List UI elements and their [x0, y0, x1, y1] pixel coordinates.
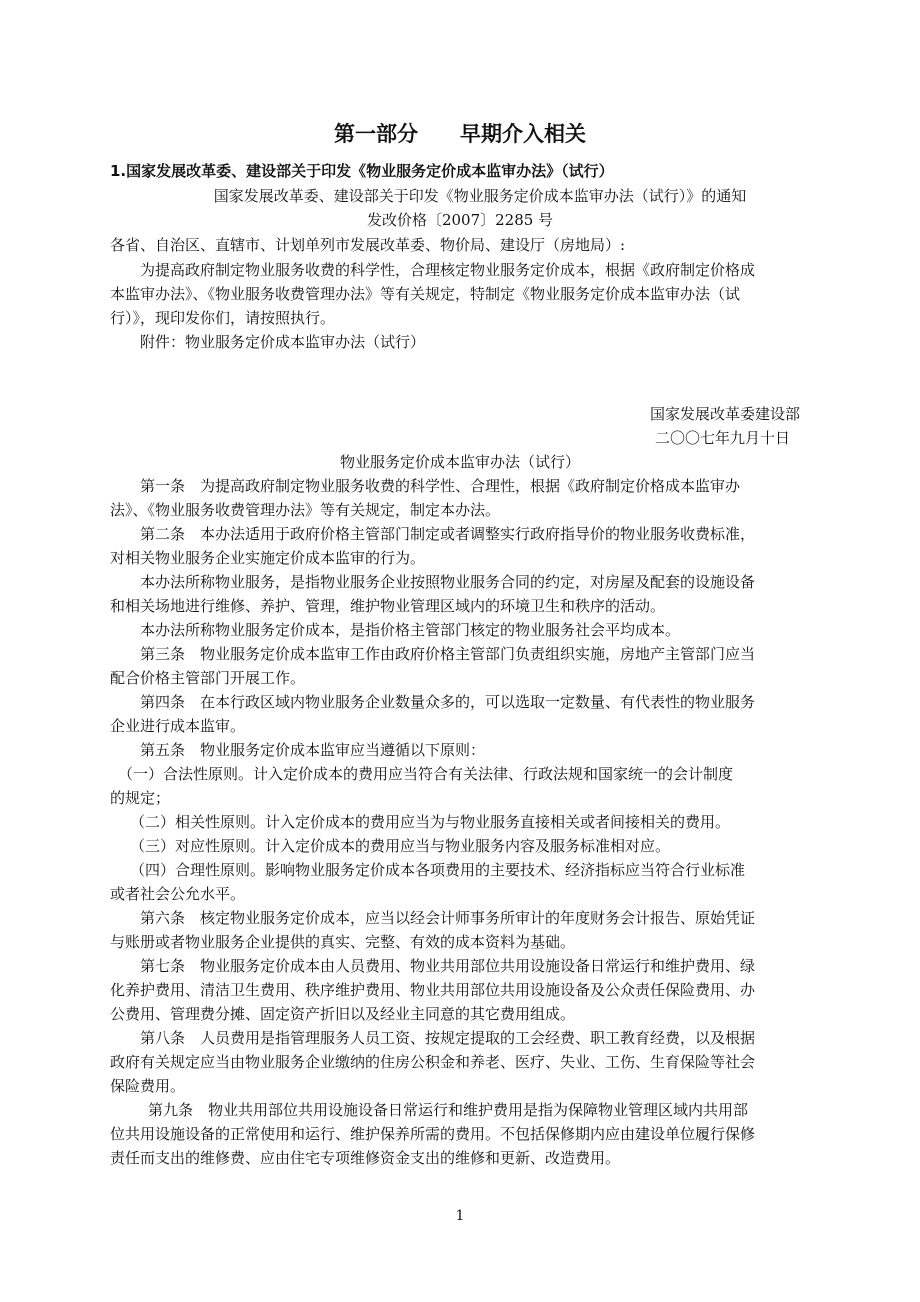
text-line: 与账册或者物业服务企业提供的真实、完整、有效的成本资料为基础。 — [110, 933, 576, 951]
text-line: 化养护费用、清洁卫生费用、秩序维护费用、物业共用部位共用设施设备及公众责任保险费用、办 — [110, 981, 756, 999]
text-line: （一）合法性原则。计入定价成本的费用应当符合有关法律、行政法规和国家统一的会计制度 — [118, 765, 734, 783]
text-line: 法》、《物业服务收费管理办法》等有关规定，制定本办法。 — [110, 501, 501, 519]
text-line: 政府有关规定应当由物业服务企业缴纳的住房公积金和养老、医疗、失业、工伤、生育保险等社会 — [110, 1053, 756, 1071]
text-line: 第九条 物业共用部位共用设施设备日常运行和维护费用是指为保障物业管理区域内共用部 — [148, 1101, 749, 1119]
part-title: 第一部分 早期介入相关 — [334, 122, 586, 146]
text-line: 公费用、管理费分摊、固定资产折旧以及经业主同意的其它费用组成。 — [110, 1005, 576, 1023]
measures-title: 物业服务定价成本监审办法（试行） — [339, 453, 580, 471]
text-line: 保险费用。 — [110, 1077, 186, 1095]
intro-line: 为提高政府制定物业服务收费的科学性，合理核定物业服务定价成本，根据《政府制定价格成 — [140, 261, 756, 279]
text-line: 第八条 人员费用是指管理服务人员工资、按规定提取的工会经费、职工教育经费，以及根据 — [140, 1029, 756, 1047]
text-line: 本办法所称物业服务定价成本，是指价格主管部门核定的物业服务社会平均成本。 — [140, 621, 681, 639]
text-line: 或者社会公允水平。 — [110, 885, 246, 903]
text-line: 第五条 物业服务定价成本监审应当遵循以下原则： — [140, 741, 486, 759]
document-number: 发改价格〔2007〕2285 号 — [366, 211, 554, 229]
text-line: 第二条 本办法适用于政府价格主管部门制定或者调整实行政府指导价的物业服务收费标准， — [140, 525, 756, 543]
intro-line: 行）》，现印发你们，请按照执行。 — [110, 309, 336, 327]
text-line: 和相关场地进行维修、养护、管理，维护物业管理区域内的环境卫生和秩序的活动。 — [110, 597, 666, 615]
text-line: 第一条 为提高政府制定物业服务收费的科学性、合理性，根据《政府制定价格成本监审办 — [140, 477, 741, 495]
text-line: 第七条 物业服务定价成本由人员费用、物业共用部位共用设施设备日常运行和维护费用、绿 — [140, 957, 756, 975]
text-line: （三）对应性原则。计入定价成本的费用应当与物业服务内容及服务标准相对应。 — [130, 837, 671, 855]
text-line: 对相关物业服务企业实施定价成本监审的行为。 — [110, 549, 426, 567]
notice-title: 国家发展改革委、建设部关于印发《物业服务定价成本监审办法（试行）》的通知 — [213, 187, 747, 205]
attachment-line: 附件：物业服务定价成本监审办法（试行） — [140, 333, 426, 351]
text-line: 配合价格主管部门开展工作。 — [110, 669, 306, 687]
text-line: 第四条 在本行政区域内物业服务企业数量众多的，可以选取一定数量、有代表性的物业服务 — [140, 693, 756, 711]
section-heading: 1.国家发展改革委、建设部关于印发《物业服务定价成本监审办法》（试行） — [110, 162, 614, 180]
text-line: 的规定； — [110, 789, 171, 807]
text-line: （二）相关性原则。计入定价成本的费用应当为与物业服务直接相关或者间接相关的费用。 — [130, 813, 731, 831]
text-line: 本办法所称物业服务，是指物业服务企业按照物业服务合同的约定，对房屋及配套的设施设备 — [140, 573, 756, 591]
text-line: 责任而支出的维修费、应由住宅专项维修资金支出的维修和更新、改造费用。 — [110, 1149, 621, 1167]
page-number: 1 — [455, 1208, 465, 1224]
intro-line: 本监审办法》、《物业服务收费管理办法》等有关规定，特制定《物业服务定价成本监审办法（试 — [110, 285, 741, 303]
addressee: 各省、自治区、直辖市、计划单列市发展改革委、物价局、建设厅（房地局）: — [110, 236, 626, 254]
text-line: 位共用设施设备的正常使用和运行、维护保养所需的费用。不包括保修期内应由建设单位履行保修 — [110, 1125, 756, 1143]
text-line: 第六条 核定物业服务定价成本，应当以经会计师事务所审计的年度财务会计报告、原始凭证 — [140, 909, 756, 927]
text-line: 企业进行成本监审。 — [110, 717, 246, 735]
signature-date: 二〇〇七年九月十日 — [654, 429, 790, 447]
signature-organization: 国家发展改革委建设部 — [649, 405, 800, 423]
text-line: （四）合理性原则。影响物业服务定价成本各项费用的主要技术、经济指标应当符合行业标准 — [130, 861, 746, 879]
text-line: 第三条 物业服务定价成本监审工作由政府价格主管部门负责组织实施，房地产主管部门应当 — [140, 645, 756, 663]
